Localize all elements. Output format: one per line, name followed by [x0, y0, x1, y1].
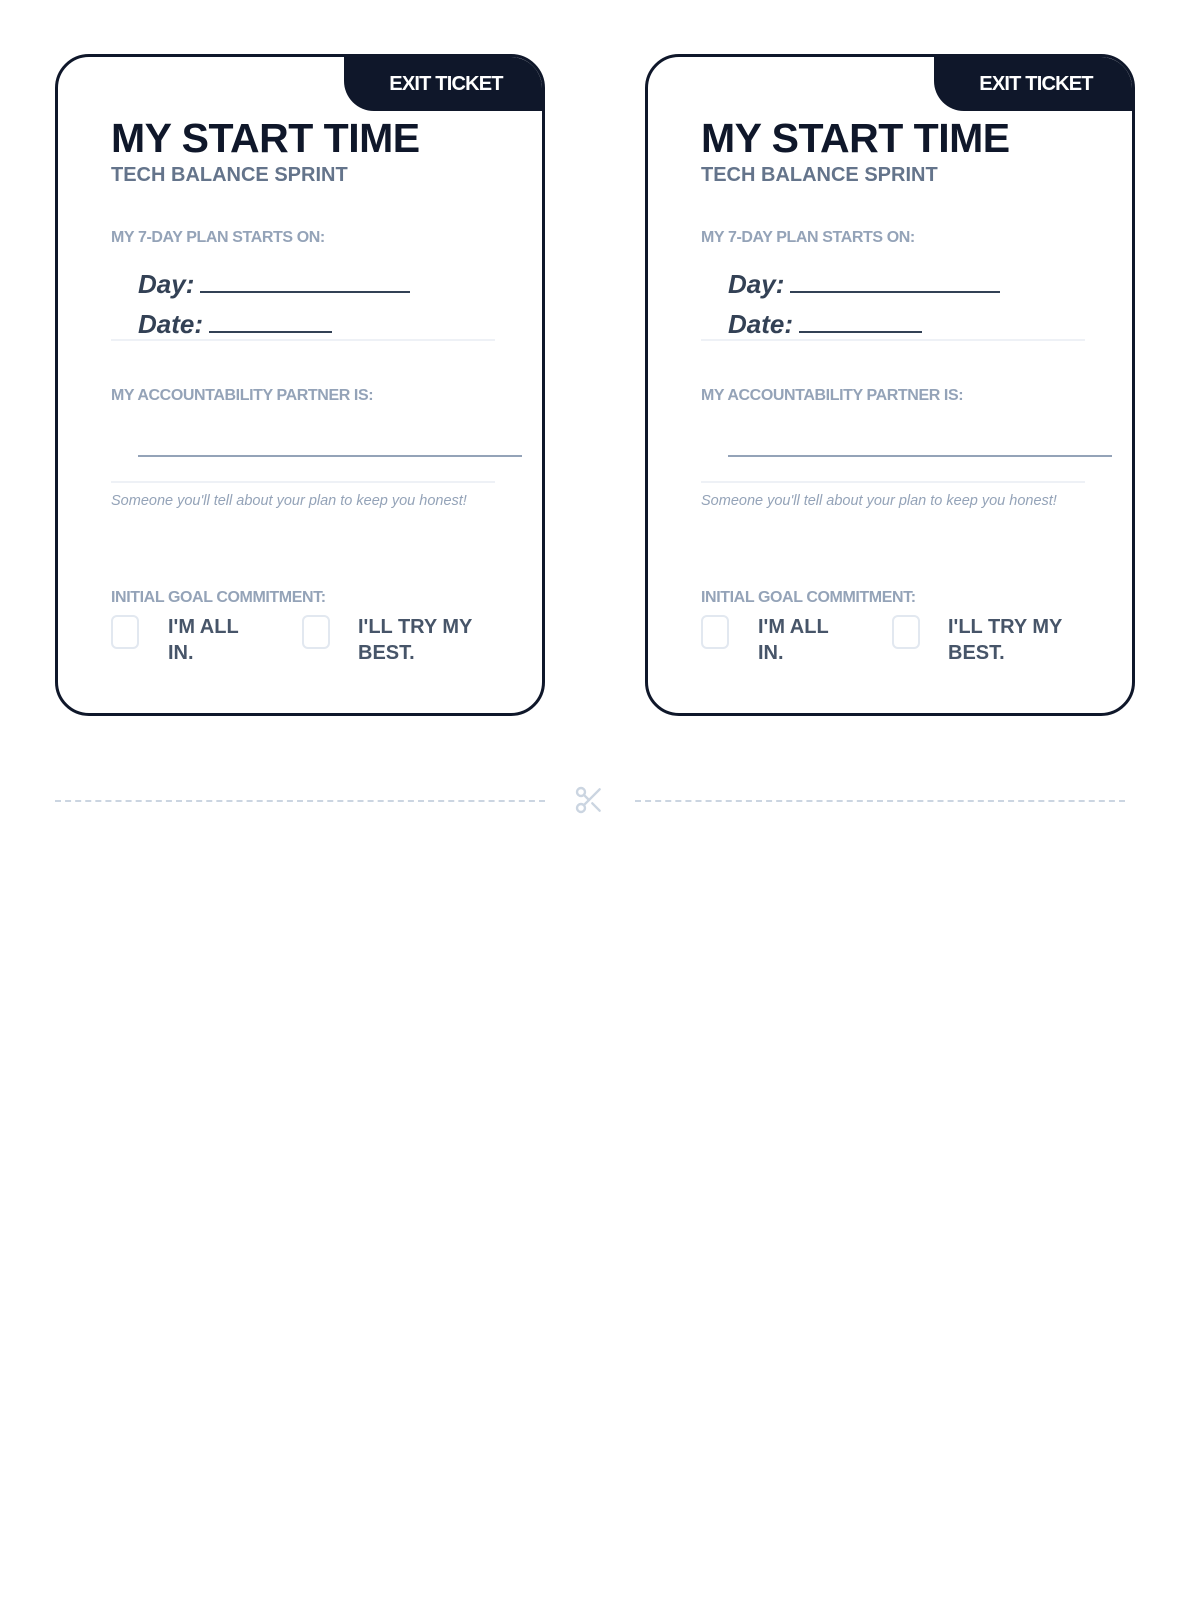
day-blank[interactable] — [790, 291, 1000, 293]
exit-ticket-tag: EXIT TICKET — [934, 57, 1132, 111]
goal-label: INITIAL GOAL COMMITMENT: — [701, 589, 916, 606]
partner-hint: Someone you'll tell about your plan to keep you honest! — [111, 493, 467, 509]
date-label: Date: — [728, 309, 794, 339]
all-in-option-label: I'M ALL IN. — [758, 616, 829, 664]
plan-start-label: MY 7-DAY PLAN STARTS ON: — [111, 229, 325, 246]
section-divider — [111, 481, 495, 483]
section-divider — [701, 481, 1085, 483]
scissors-icon — [573, 784, 605, 816]
partner-blank[interactable] — [138, 455, 522, 457]
date-blank[interactable] — [799, 331, 922, 333]
exit-ticket-card — [645, 54, 1135, 716]
day-field[interactable] — [138, 269, 410, 300]
day-field[interactable] — [728, 269, 1000, 300]
ticket-subtitle: TECH BALANCE SPRINT — [111, 164, 348, 186]
section-divider — [701, 339, 1085, 341]
try-best-option-label: I'LL TRY MY BEST. — [948, 616, 1063, 664]
ticket-title: MY START TIME — [111, 115, 420, 161]
goal-label: INITIAL GOAL COMMITMENT: — [111, 589, 326, 606]
all-in-checkbox[interactable] — [701, 615, 729, 649]
try-best-checkbox[interactable] — [302, 615, 330, 649]
partner-label: MY ACCOUNTABILITY PARTNER IS: — [111, 387, 374, 404]
ticket-title: MY START TIME — [701, 115, 1010, 161]
try-best-checkbox[interactable] — [892, 615, 920, 649]
cut-line-right — [635, 800, 1125, 802]
plan-start-label: MY 7-DAY PLAN STARTS ON: — [701, 229, 915, 246]
partner-hint: Someone you'll tell about your plan to keep you honest! — [701, 493, 1057, 509]
day-label: Day: — [728, 269, 785, 299]
exit-ticket-card — [55, 54, 545, 716]
cut-line-left — [55, 800, 545, 802]
day-blank[interactable] — [200, 291, 410, 293]
partner-blank[interactable] — [728, 455, 1112, 457]
all-in-option-label: I'M ALL IN. — [168, 616, 239, 664]
day-label: Day: — [138, 269, 195, 299]
date-field[interactable] — [728, 309, 922, 340]
ticket-subtitle: TECH BALANCE SPRINT — [701, 164, 938, 186]
date-label: Date: — [138, 309, 204, 339]
try-best-option-label: I'LL TRY MY BEST. — [358, 616, 473, 664]
partner-label: MY ACCOUNTABILITY PARTNER IS: — [701, 387, 964, 404]
exit-ticket-tag: EXIT TICKET — [344, 57, 542, 111]
date-field[interactable] — [138, 309, 332, 340]
section-divider — [111, 339, 495, 341]
date-blank[interactable] — [209, 331, 332, 333]
all-in-checkbox[interactable] — [111, 615, 139, 649]
